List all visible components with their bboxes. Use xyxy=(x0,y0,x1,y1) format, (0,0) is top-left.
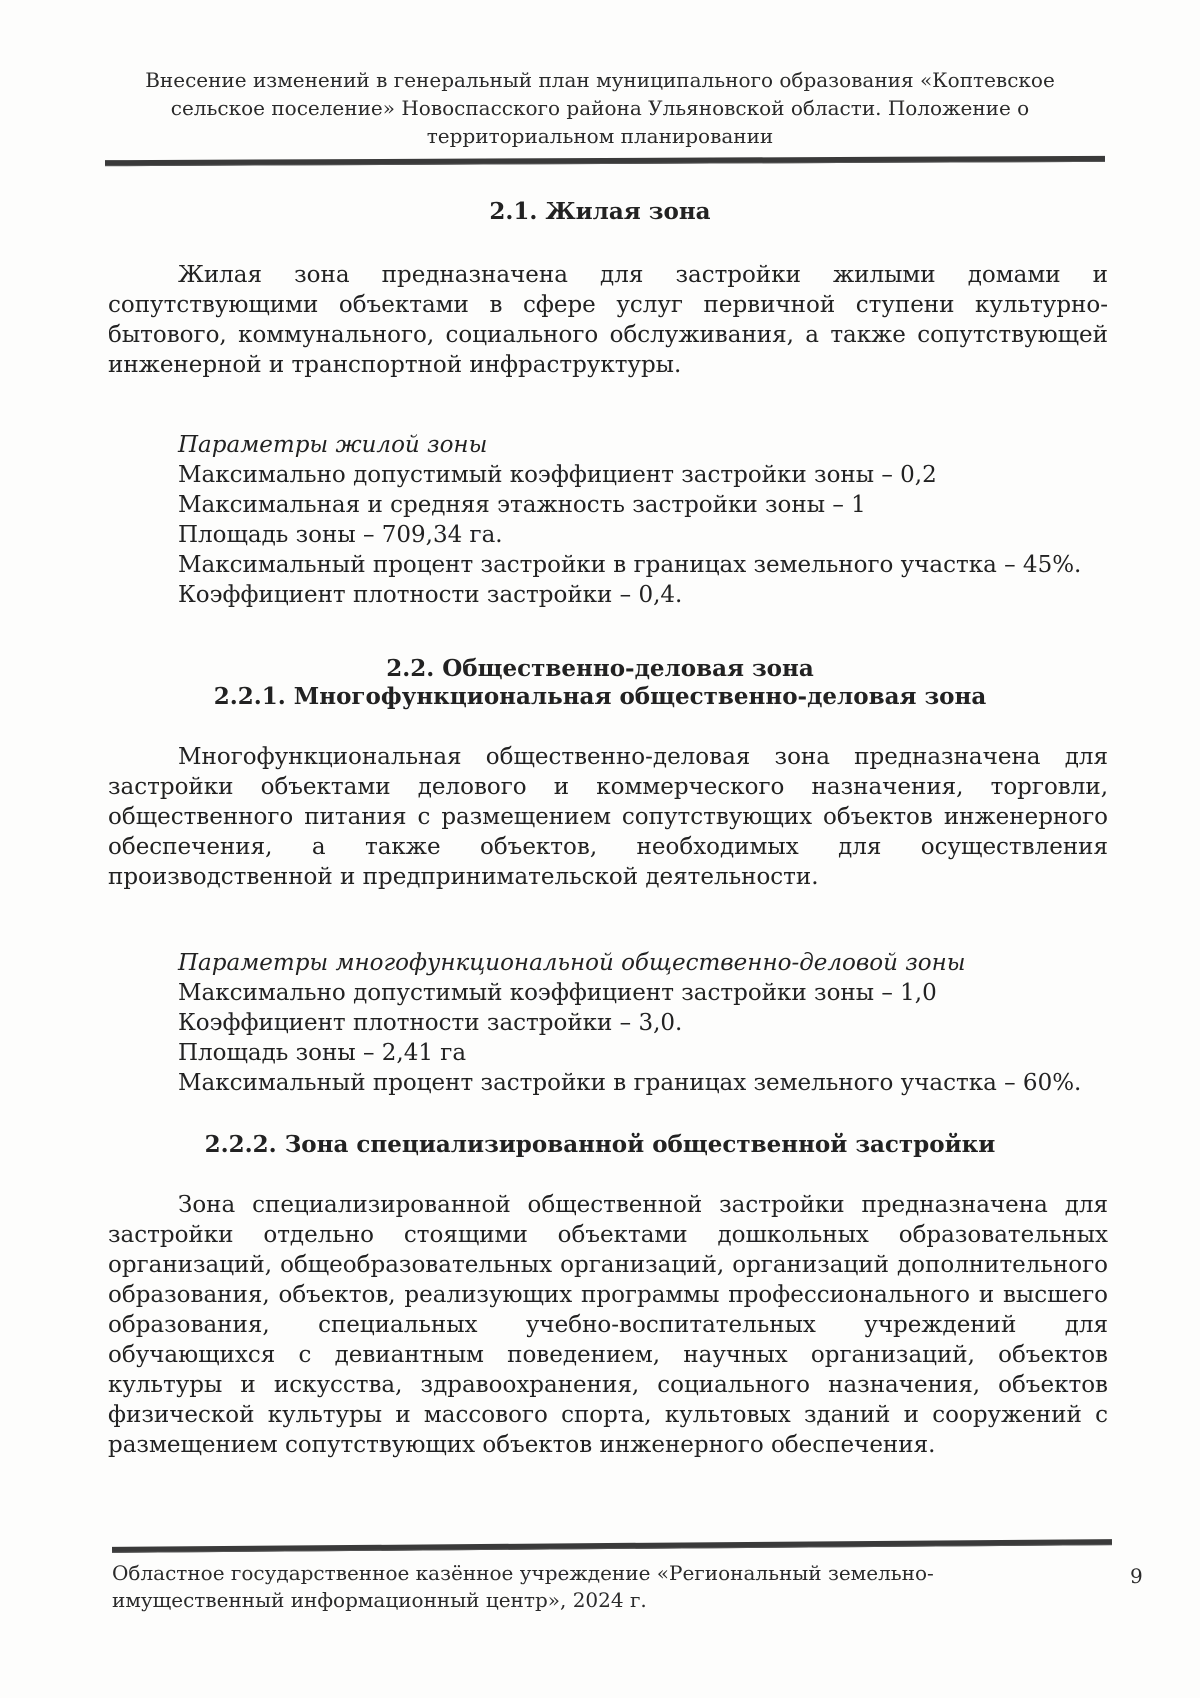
header-divider xyxy=(105,156,1105,166)
parameter-line: Максимальный процент застройки в границах земельного участка – 60%. xyxy=(178,1070,1082,1096)
parameter-line: Максимальный процент застройки в границах земельного участка – 45%. xyxy=(178,552,1082,578)
parameter-line: Максимально допустимый коэффициент застройки зоны – 1,0 xyxy=(178,980,937,1006)
parameter-line: Максимальная и средняя этажность застройки зоны – 1 xyxy=(178,492,866,518)
footer-divider xyxy=(112,1539,1112,1553)
section-2-2-2-paragraph xyxy=(108,1190,1108,1460)
section-2-2-heading: 2.2. Общественно-деловая зона xyxy=(386,655,814,682)
parameter-line: Максимально допустимый коэффициент застройки зоны – 0,2 xyxy=(178,462,937,488)
business-zone-parameters xyxy=(178,948,1108,1098)
parameter-line: Площадь зоны – 709,34 га. xyxy=(178,522,503,548)
section-2-2-2-heading: 2.2.2. Зона специализированной общественной застройки xyxy=(204,1131,996,1158)
paragraph-text: Зона специализированной общественной застройки предназначена для застройки отдельно стоящими объектами дошкольных образовательных организаций, общеобразовательных организаций, организаций дополнительного образования, объектов, реализующих программы профессионального и высшего образования, специальных учебно-воспитательных учреждений для обучающихся с девиантным поведением, научных организаций, объектов культуры и искусства, здравоохранения, социального назначения, объектов физической культуры и массового спорта, культовых зданий и сооружений с размещением сопутствующих объектов инженерного обеспечения. xyxy=(108,1192,1108,1458)
running-footer: Областное государственное казённое учреждение «Региональный земельно-имущественный информационный центр», 2024 г. xyxy=(112,1561,934,1612)
section-2-2-1-heading: 2.2.1. Многофункциональная общественно-деловая зона xyxy=(213,683,987,710)
section-2-2-1-paragraph xyxy=(108,742,1108,892)
parameters-title: Параметры жилой зоны xyxy=(178,432,488,458)
parameter-line: Коэффициент плотности застройки – 3,0. xyxy=(178,1010,683,1036)
parameters-title: Параметры многофункциональной общественно-деловой зоны xyxy=(178,950,966,976)
parameter-line: Площадь зоны – 2,41 га xyxy=(178,1040,467,1066)
paragraph-text: Многофункциональная общественно-деловая зона предназначена для застройки объектами делового и коммерческого назначения, торговли, общественного питания с размещением сопутствующих объектов инженерного обеспечения, а также объектов, необходимых для осуществления производственной и предпринимательской деятельности. xyxy=(108,744,1108,890)
residential-zone-parameters xyxy=(178,430,1108,610)
section-2-1-paragraph xyxy=(108,260,1108,380)
parameter-line: Коэффициент плотности застройки – 0,4. xyxy=(178,582,683,608)
section-2-1-heading: 2.1. Жилая зона xyxy=(489,198,711,225)
page-number: 9 xyxy=(1130,1564,1143,1588)
running-header: Внесение изменений в генеральный план муниципального образования «Коптевское сельское поселение» Новоспасского района Ульяновской области. Положение о территориальном планировании xyxy=(145,68,1055,148)
paragraph-text: Жилая зона предназначена для застройки жилыми домами и сопутствующими объектами в сфере услуг первичной ступени культурно-бытового, коммунального, социального обслуживания, а также сопутствующей инженерной и транспортной инфраструктуры. xyxy=(108,262,1108,378)
